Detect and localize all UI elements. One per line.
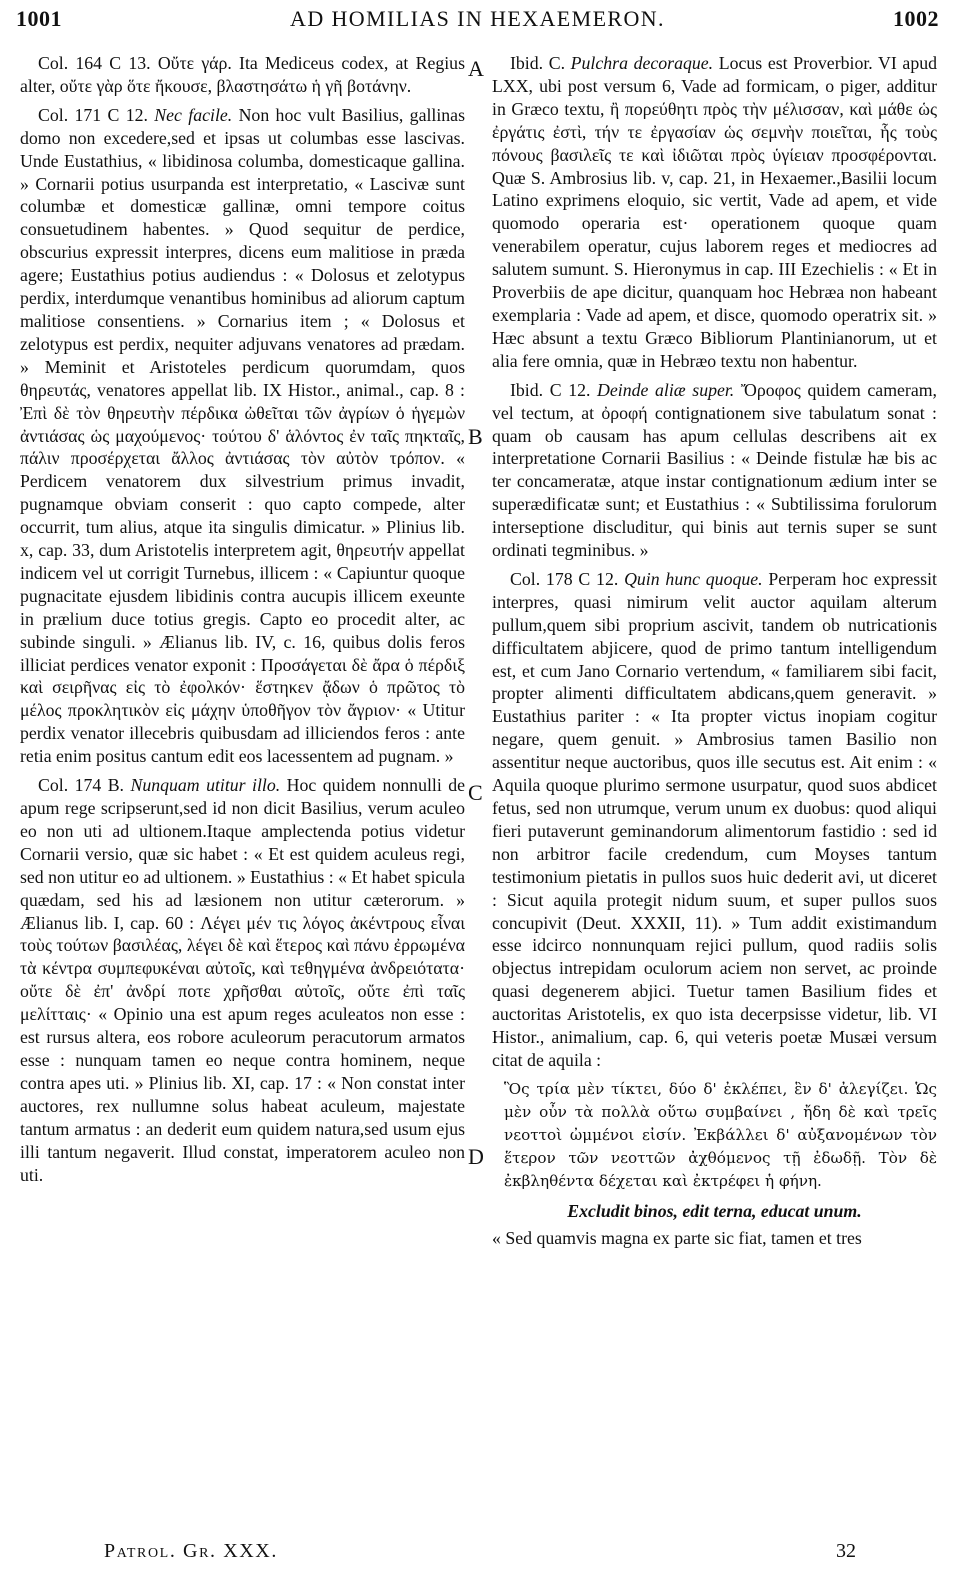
left-column [20,52,465,1186]
note-text: Non hoc vult Basilius, gallinas domo non excedere,sed et ipsas ut columbas esse lascivas. Unde Eustathius, « libidinosa columba, domesticaque gallina. » Cornarii potius usurpanda est interpretatio, « Lascivæ sunt columbæ et domesticæ gallinæ, omni tempore coitus consuetudinem habentes. » Quod sequitur de perdice, obscurius expressit interpres, dicens eum malitiose in præda agere; Eustathius potius audiendus : « Dolosus et zelotypus perdix, interdumque venantibus hominibus ad aliorum captum malitiose consentiens. » Cornarius item ; « Dolosus et zelotypus est perdix, nequiter adjuvans venatores ad prædam. » Meminit et Aristoteles perdicum quorumdam, quos θηρευτάς, venatores appellat lib. IX Histor., animal., cap. 8 : Ἐπὶ δὲ τὸν θηρευτὴν πέρδικα ὠθεῖται τῶν ἀγρίων ὁ ἡγεμὼν ἀντιάσας ὡς μαχούμενος· τούτου δ' ἁλόντος ἐν ταῖς πηκταῖς, πάλιν προσέρχεται ἄλλος ἀντιάσας τὸν αὐτὸν τρόπον. « Perdicem venatorem dux silvestrium primus invadit, pugnamque obviam conserit : quo capto compede, alter occurrit, tum alius, atque ita singulis dimicatur. » Plinius lib. x, cap. 33, dum Aristotelis interpretem agit, θηρευτήν appellat indicem vel ut corrigit Turnebus, illicem : « Capiuntur quoque pugnacitate ejusdem libidinis contra aucupis illicem exeunte in prælium duce totius gregis. Capto eo procedit alter, ac subinde singuli. » Ælianus lib. IV, c. 16, quibus dolis feros illiciat perdices venator exponit : Προσάγεται δὲ ἄρα ὁ πέρδιξ καὶ σειρῆνας εἰς τὸ ἐφολκόν· ἕστηκεν ᾄδων ὁ πρῶτος τὸ μέλος προκλητικὸν εἰς μάχην ὑποθῆγον τὸν ἄγριον· « Utitur perdix venator illecebris quibusdam ad illiciendos feros : ante retia enim positus cantum edit eos lacessentem ad pugnam. » [20,104,465,767]
greek-quotation: Ὃς τρία μὲν τίκτει, δύο δ' ἐκλέπει, ἓν δ' ἀλεγίζει. Ὡς μὲν οὖν τὰ πολλὰ οὕτω συμβαίνει , ἤδη δὲ καὶ τρεῖς νεοττοὶ ὠμμένοι εἰσίν. Ἐκβάλλει δ' αὐξανομένων τὸν ἕτερον τῶν νεοττῶν ἀχθόμενος τῇ ἐδωδῇ. Τὸν δὲ ἐκβληθέντα δέχεται καὶ ἐκτρέφει ἡ φήνη. [504,1079,937,1190]
margin-marker-d: D [468,1144,484,1169]
note-lemma: Pulchra decoraque. [570,53,714,73]
note-text: Ὄροφος quidem cameram, vel tectum, at ὀροφή contignationem sive tabulatum sonat : quam ob causam has apum cellulas describens ait ex interpretatione Cornarii Basilius : « Deinde fistulæ hæ bis ac ter concameratæ, atque instar contignationum ædium inter se superædificatæ sunt; et Eustathius : « Subtilissima forulorum interseptione discluditur, qui binis aut ternis super se sunt ordinati tegminibus. » [492,379,938,561]
left-page-number: 1001 [16,6,62,31]
footer-series: Patrol. Gr. XXX. [104,1540,278,1562]
note-reference: Col. 171 C 12. [38,104,155,125]
note-reference: Ibid. C. [510,53,571,73]
right-page-number: 1002 [893,6,939,31]
note-text: Perperam hoc expressit interpres, quasi nimirum velit auctor aquilam alterum pullum,quem sibi proprium ascivit, tandem ob nutricationis difficultatem abjicere, quod de primo tantum intelligendum est, et cum Jano Cornario vertendum, « familiarem sibi facit, propter alimenti difficultatem abdicans,quem generavit. » Eustathius pariter : « Ita propter victus inopiam cogitur negare, quem genuit. » Ambrosius tamen Basilio non assentitur neque auctoribus, quos ille secutus est. Ait enim : « Aquila quoque plurimo sermone usurpatur, quod suos abdicet fetus, sed non utrumque, verum unum ex duobus: quod aliqui fieri putaverunt geminandorum alimentorum fastidio : sed id non arbitror facile credendum, cum Moyses tantum testimonium pietatis in pullos suos huic dederit avi, ut diceret : Sicut aquila protegit nidum suum, et super pullos suos concupivit (Deut. XXXII, 11). » Tum addit existimandum esse idcirco nonnunquam rejici pullum, quod radiis solis objectus intrepidam oculorum aciem non servet, ac proinde quasi degenerem abjici. Tuetur tamen Basilium fides et auctoritas Aristotelis, ex quo ista decerpsisse videtur, lib. VI Histor., animalium, cap. 6, qui veteris poetæ Musæi versum citat de aquila : [492,568,937,1070]
note-lemma: Quin hunc quoque. [624,568,763,589]
note-reference: Ibid. C 12. [510,379,598,400]
note-paragraph [492,52,937,373]
note-paragraph [20,104,465,768]
footer-signature: 32 [836,1540,856,1562]
margin-marker-a: A [468,56,484,81]
margin-marker-b: B [468,424,483,449]
note-text: Locus est Proverbior. VI apud LXX, ubi post versum 6, Vade ad formicam, o piger, additur in Græco textu, ἢ πορεύθητι πρὸς τὴν μέλισσαν, καὶ μάθε ὡς ἐργάτις ἐστὶ, τήν τε ἐργασίαν ὡς σεμνὴν ποιεῖται, ἧς τοὺς πόνους βασιλεῖς τε καὶ ἰδιῶται πρὸς ὑγίειαν προσφέρονται. Quæ S. Ambrosius lib. v, cap. 21, in Hexaemer.,Basilii locum Latino exprimens eloquio, sic vertit, Vade ad apem, et vide quomodo operaria est· operationem quoque quam venerabilem operatur, cujus laborem reges et mediocres ad salutem sumunt. S. Hieronymus in cap. III Ezechielis : « Et in Proverbiis de ape dicitur, quanquam hoc Hebræa non habeant exemplaria : Vade ad apem, et disce, quomodo operatrix sit. » Hæc absunt a textu Græco Bibliorum Plantinianorum, ut et alia fere omnia, quæ in Hebræo textu non habentur. [492,53,937,371]
note-lemma: Nunquam utitur illo. [130,775,281,796]
note-text: Col. 164 C 13. Οὔτε γάρ. Ita Mediceus codex, at Regius alter, οὔτε γὰρ ὅτε ἤκουσε, βλαστησάτω ἡ γῆ βοτάνην. [20,53,465,96]
right-column [492,52,937,1250]
note-paragraph [492,379,937,562]
note-text: Hoc quidem nonnulli de apum rege scripserunt,sed id non dicit Basilius, verum aculeo eo non uti ad ultionem.Itaque amplectenda potius videtur Cornarii versio, quæ sic habet : « Et est quidem aculeus regi, sed non utitur eo ad ultionem. » Eustathius : « Et habet spicula quædam, sed his ad læsionem non utitur cæterorum. » Ælianus lib. I, cap. 60 : Λέγει μέν τις λόγος ἀκέντρους εἶναι τοὺς τούτων βασιλέας, λέγει δὲ καὶ ἕτερος καὶ πάνυ ἐρρωμένα τὰ κέντρα συμπεφυκέναι αὐτοῖς, καὶ τεθηγμένα ἀνδρειότατα· οὔτε δὲ ἐπ' ἀνδρί ποτε χρῆσθαι αὐτοῖς, οὔτε ἐπὶ ταῖς μελίτταις· « Opinio una est apum reges aculeatos non esse : est rursus altera, eos robore aculeorum peracutorum armatos esse : nunquam tamen eo neque contra hominem, neque contra apes uti. » Plinius lib. XI, cap. 17 : « Non constat inter auctores, rex nullumne solus habeat aculeum, majestate tantum armatus : an dederit eum quidem natura,sed usum ejus illi tantum negaverit. Illud constat, imperatorem aculeo non uti. [20,775,466,1185]
margin-marker-c: C [468,780,483,805]
note-reference: Col. 178 C 12. [510,568,625,589]
running-title: AD HOMILIAS IN HEXAEMERON. [290,6,665,31]
latin-verse: Excludit binos, edit terna, educat unum. [567,1201,862,1222]
note-reference: Col. 174 B. [38,775,131,796]
note-lemma: Nec facile. [154,104,233,125]
page-header [0,0,955,36]
note-paragraph [492,568,937,1072]
note-lemma: Deinde aliæ super. [597,379,735,400]
continuation-line: « Sed quamvis magna ex parte sic fiat, tamen et tres [492,1228,862,1249]
note-paragraph [20,52,465,98]
note-paragraph [20,774,465,1186]
